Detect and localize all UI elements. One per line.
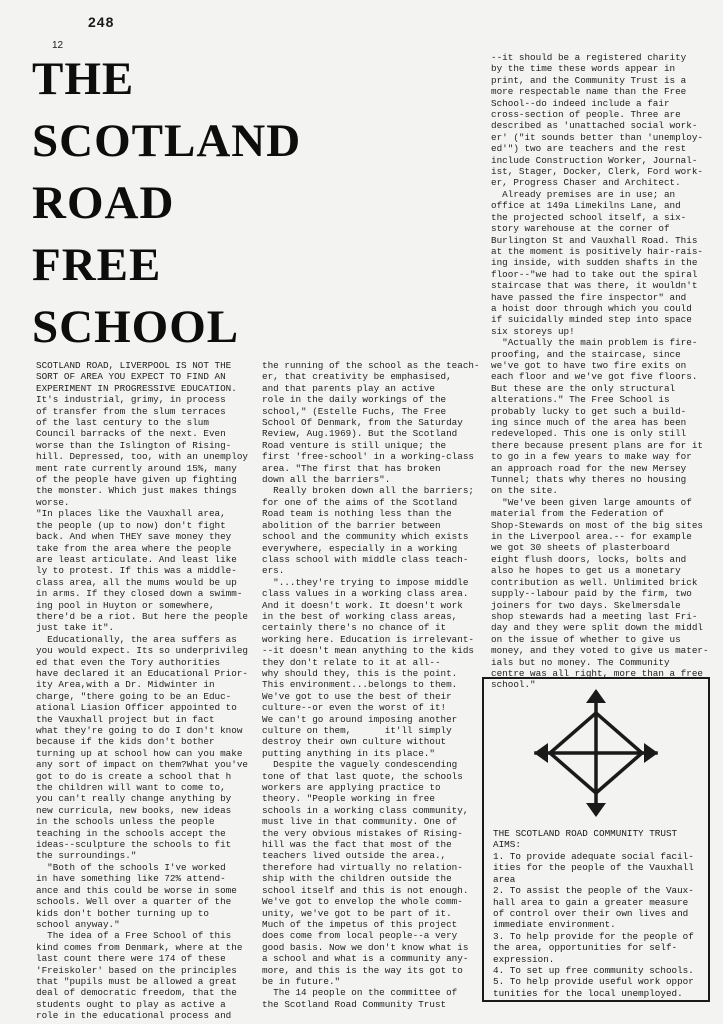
issue-number: 12 <box>52 40 64 51</box>
headline-line: FREE <box>32 239 162 291</box>
aim-item: 2. To assist the people of the Vaux- hall area to gain a greater measure of control over their own lives and immediate environment. <box>493 885 694 931</box>
headline-line: ROAD <box>32 177 175 229</box>
aim-item: 3. To help provide for the people of the area, opportunities for self- expression. <box>493 930 694 965</box>
aim-item: 5. To help provide useful work oppor tunities for the local unemployed. <box>493 976 694 999</box>
headline <box>32 48 332 358</box>
headline-line: SCOTLAND <box>32 115 302 167</box>
article-column-2: the running of the school as the teach- er, that creativity be emphasised, and that parents play an active role in the daily workings of the school," (Estelle Fuchs, The Free School Of Denmark, from the Saturday Review, Aug.1969). But the Scotland Road venture is still unique; the first 'free-school' in a working-class area. "The first that has broken down all the barriers". Really broken down all the barriers; for one of the aims of the Scotland Road team is nothing less than the abolition of the barrier between school and the community which exists everywhere, especially in a working class school with middle class teach- ers. "...they're trying to impose middle class values in a working class area. And it doesn't work. It doesn't work in the best of working class areas, certainly there's no chance of it working here. Education is irrelevant- --it doesn't mean anything to the kids they don't relate to it at all-- why should they, this is the point. This environment...belongs to them. We've got to use the best of their culture--or even the worst of it! We can't go around imposing another culture on them, it'll simply destroy their own culture without putting anything in its place." Despite the vaguely condescending tone of that last quote, the schools workers are applying practice to theory. "People working in free schools in a working class community, must live in that community. One of the very obvious mistakes of Rising- hill was the fact that most of the teachers lived outside the area., therefore had virtually no relation- ship with the children outside the school itself and this is not enough. We've got to envelop the whole comm- unity, we've got to be part of it. Much of the impetus of this project does come from local people--a very good basis. Now we don't know what is a school and what is a community any- more, and this is the way its got to be in future." The 14 people on the committee of the Scotland Road Community Trust <box>262 360 480 1010</box>
article-column-1: SCOTLAND ROAD, LIVERPOOL IS NOT THE SORT OF AREA YOU EXPECT TO FIND AN EXPERIMENT IN PROGRESSIVE EDUCATION. It's industrial, grimy, in process of transfer from the slum terraces of the last century to the slum Council barracks of the next. Even worse than the Islington of Rising- hill. Depressed, too, with an unemploy ment rate currently around 15%, many of the people have given up fighting the monster. Which just makes things worse. "In places like the Vauxhall area, the people (up to now) don't fight back. And when THEY save money they take from the area where the people are least articulate. And least like ly to protest. If this was a middle- class area, all the mums would be up in arms. If they closed down a swimm- ing pool in Huyton or somewhere, there'd be a riot. But here the people just take it". Educationally, the area suffers as you would expect. Its so underprivileg ed that even the Tory authorities have declared it an Educational Prior- ity Area,with a Dr. Midwinter in charge, "there going to be an Educ- ational Liasion Officer appointed to the Vauxhall project but in fact what they're going to do I don't know because if the kids don't bother turning up at school how can you make any sort of impact on them?What you've got to do is create a school that h the children will want to come to, you can't really change anything by new curricula, new books, new ideas in the schools unless the people teaching in the schools accept the ideas--sculpture the schools to fit the surroundings." "Both of the schools I've worked in have something like 72% attend- ance and this could be worse in some schools. Well over a quarter of the kids don't bother turning up to school anyway." The idea of a Free School of this kind comes from Denmark, where at the last count there were 174 of these 'Freiskoler' based on the principles that "pupils must be allowed a great deal of democratic freedom, that the students ought to play as active a role in the educational process and <box>36 360 249 1022</box>
four-arrows-diamond-icon <box>534 689 658 817</box>
article-column-3: --it should be a registered charity by the time these words appear in print, and the Community Trust is a more respectable name than the Free School--do indeed include a fair cross-section of people. Three are described as 'unattached social work- er' ("it sounds better than 'unemploy- ed'") two are teachers and the rest include Construction Worker, Journal- ist, Stager, Docker, Clerk, Ford work- er, Progress Chaser and Architect. Already premises are in use; an office at 149a Limekilns Lane, and the projected school itself, a six- story warehouse at the corner of Burlington St and Vauxhall Road. This at the moment is positively hair-rais- ing inside, with sudden shafts in the floor--"we had to take out the spiral staircase that was there, it wouldn't have passed the fire inspector" and a hoist door through which you could if suicidally minded step into space six storeys up! "Actually the main problem is fire- proofing, and the staircase, since we've got to have two fire exits on each floor and we've got five floors. But these are the only structural alterations." The Free School is probably lucky to get such a build- ing since much of the area has been redeveloped. This one is only still there because present plans are for it to go in a few years to make way for an approach road for the new Mersey Tunnel; thats why theres no housing on the site. "We've been given large amounts of material from the Federation of Shop-Stewards on most of the big sites in the Liverpool area.-- for example we got 30 sheets of plasterboard eight flush doors, locks, bolts and also he hopes to get us a monetary contribution as well. Unlimited brick supply--labour paid by the firm, two joiners for two days. Skelmersdale shop stewards had a meeting last Fri- day and they were split down the middl on the issue of whether to give us money, and they voted to give us mater- ials but no money. The Community centre was all right, more than a free school." <box>491 52 709 691</box>
page-number: 248 <box>88 14 115 30</box>
aim-item: 4. To set up free community schools. <box>493 965 694 977</box>
headline-line: THE <box>32 53 135 105</box>
headline-line: SCHOOL <box>32 301 240 353</box>
trust-aims-list <box>493 851 694 999</box>
aim-item: 1. To provide adequate social facil- ities for the people of the Vauxhall area <box>493 851 694 885</box>
trust-aims-title: THE SCOTLAND ROAD COMMUNITY TRUST AIMS: <box>493 828 678 851</box>
trust-aims-box <box>482 677 710 1002</box>
